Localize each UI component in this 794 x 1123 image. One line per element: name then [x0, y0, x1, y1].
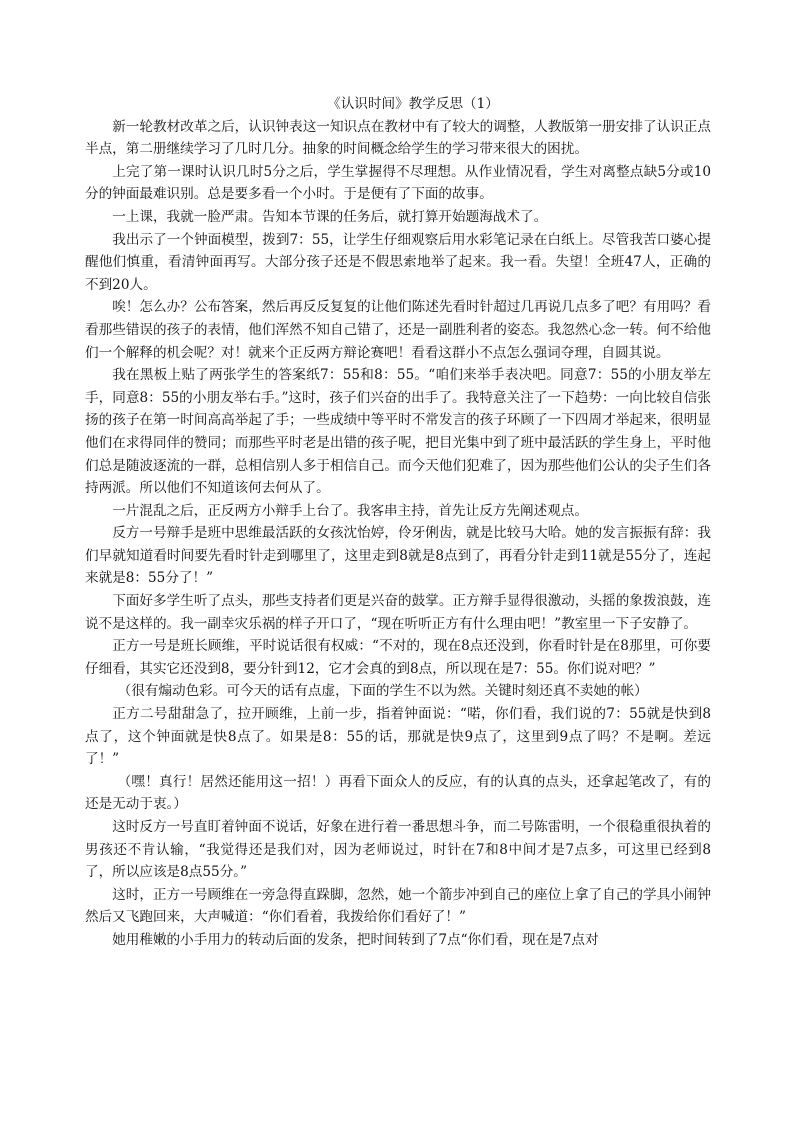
paragraph-1: 新一轮教材改革之后，认识钟表这一知识点在教材中有了较大的调整，人教版第一册安排了认识正点半点，第二册继续学习了几时几分。抽象的时间概念给学生的学习带来很大的困扰。 [85, 118, 711, 158]
paragraph-5: 唉！怎么办？公布答案，然后再反反复复的让他们陈述先看时针超过几再说几点多了吧？有用吗？看看那些错误的孩子的表情，他们浑然不知自己错了，还是一副胜利者的姿态。我忽然心念一转。何不给他们一个解释的机会呢？对！就来个正反两方辩论赛吧！看看这群小不点怎么强词夺理，自圆其说。 [85, 299, 711, 361]
paragraph-9: 下面好多学生听了点头，那些支持者们更是兴奋的鼓掌。正方辩手显得很激动，头摇的象拨浪鼓，连说不是这样的。我一副幸灾乐祸的样子开口了，“现在听听正方有什么理由吧！”教室里一下子安静了。 [85, 593, 711, 632]
paragraph-14: 这时反方一号直盯着钟面不说话，好象在进行着一番思想斗争，而二号陈雷明，一个很稳重很执着的男孩还不肯认输，“我觉得还是我们对，因为老师说过，时针在7和8中间才是7点多，可这里已经到8了，所以应该是8点55分。” [85, 819, 711, 881]
paragraph-4: 我出示了一个钟面模型，拨到7：55，让学生仔细观察后用水彩笔记录在白纸上。尽管我苦口婆心提醒他们慎重，看清钟面再写。大部分孩子还是不假思索地举了起来。我一看。失望！全班47人，正确的不到20人。 [85, 231, 711, 293]
paragraph-2: 上完了第一课时认识几时5分之后，学生掌握得不尽理想。从作业情况看，学生对离整点缺5分或10分的钟面最难识别。总是要多看一个小时。于是便有了下面的故事。 [85, 163, 711, 203]
paragraph-11: （很有煽动色彩。可今天的话有点虚，下面的学生不以为然。关键时刻还真不卖她的帐） [117, 683, 648, 700]
document-title: 《认识时间》教学反思（1） [327, 96, 499, 112]
paragraph-3: 一上课，我就一脸严肃。告知本节课的任务后，就打算开始题海战术了。 [112, 208, 548, 225]
paragraph-7: 一片混乱之后，正反两方小辩手上台了。我客串主持，首先让反方先阐述观点。 [112, 502, 588, 519]
paragraph-13: （嘿！真行！居然还能用这一招！）再看下面众人的反应，有的认真的点头，还拿起笔改了，有的还是无动于衷。） [85, 773, 711, 813]
paragraph-8: 反方一号辩手是班中思维最活跃的女孩沈怡婷，伶牙俐齿，就是比较马大哈。她的发言振振有辞：我们早就知道看时间要先看时针走到哪里了，这里走到8就是8点到了，再看分针走到11就是55分了，连起来就是8：55分了！” [85, 525, 711, 587]
paragraph-15: 这时，正方一号顾维在一旁急得直跺脚，忽然，她一个箭步冲到自己的座位上拿了自己的学具小闹钟然后又飞跑回来，大声喊道：“你们看着，我拨给你们看好了！” [85, 886, 711, 926]
paragraph-12: 正方二号甜甜急了，拉开顾维，上前一步，指着钟面说：“喏，你们看，我们说的7：55就是快到8点了，这个钟面就是快8点了。如果是8：55的话，那就是快9点了，这里到9点了吗？不是啊。差远了！” [85, 706, 711, 768]
paragraph-10: 正方一号是班长顾维，平时说话很有权威：“不对的，现在8点还没到，你看时针是在8那里，可你要仔细看，其实它还没到8，要分针到12，它才会真的到8点，所以现在是7：55。你们说对吧？” [85, 638, 711, 677]
paragraph-6: 我在黑板上贴了两张学生的答案纸7：55和8：55。“咱们来举手表决吧。同意7：55的小朋友举左手，同意8：55的小朋友举右手。”这时，孩子们兴奋的出手了。我特意关注了一下趋势：一向比较自信张扬的孩子在第一时间高高举起了手；一些成绩中等平时不常发言的孩子环顾了一下四周才举起来，很明显他们在求得同伴的赞同；而那些平时老是出错的孩子呢，把目光集中到了班中最活跃的学生身上，平时他们总是随波逐流的一群，总相信别人多于相信自己。而今天他们犯难了，因为那些他们公认的尖子生们各持两派。所以他们不知道该何去何从了。 [85, 367, 711, 497]
document-page [85, 93, 711, 952]
paragraph-16: 她用稚嫩的小手用力的转动后面的发条，把时间转到了7点“你们看，现在是7点对 [112, 931, 599, 948]
